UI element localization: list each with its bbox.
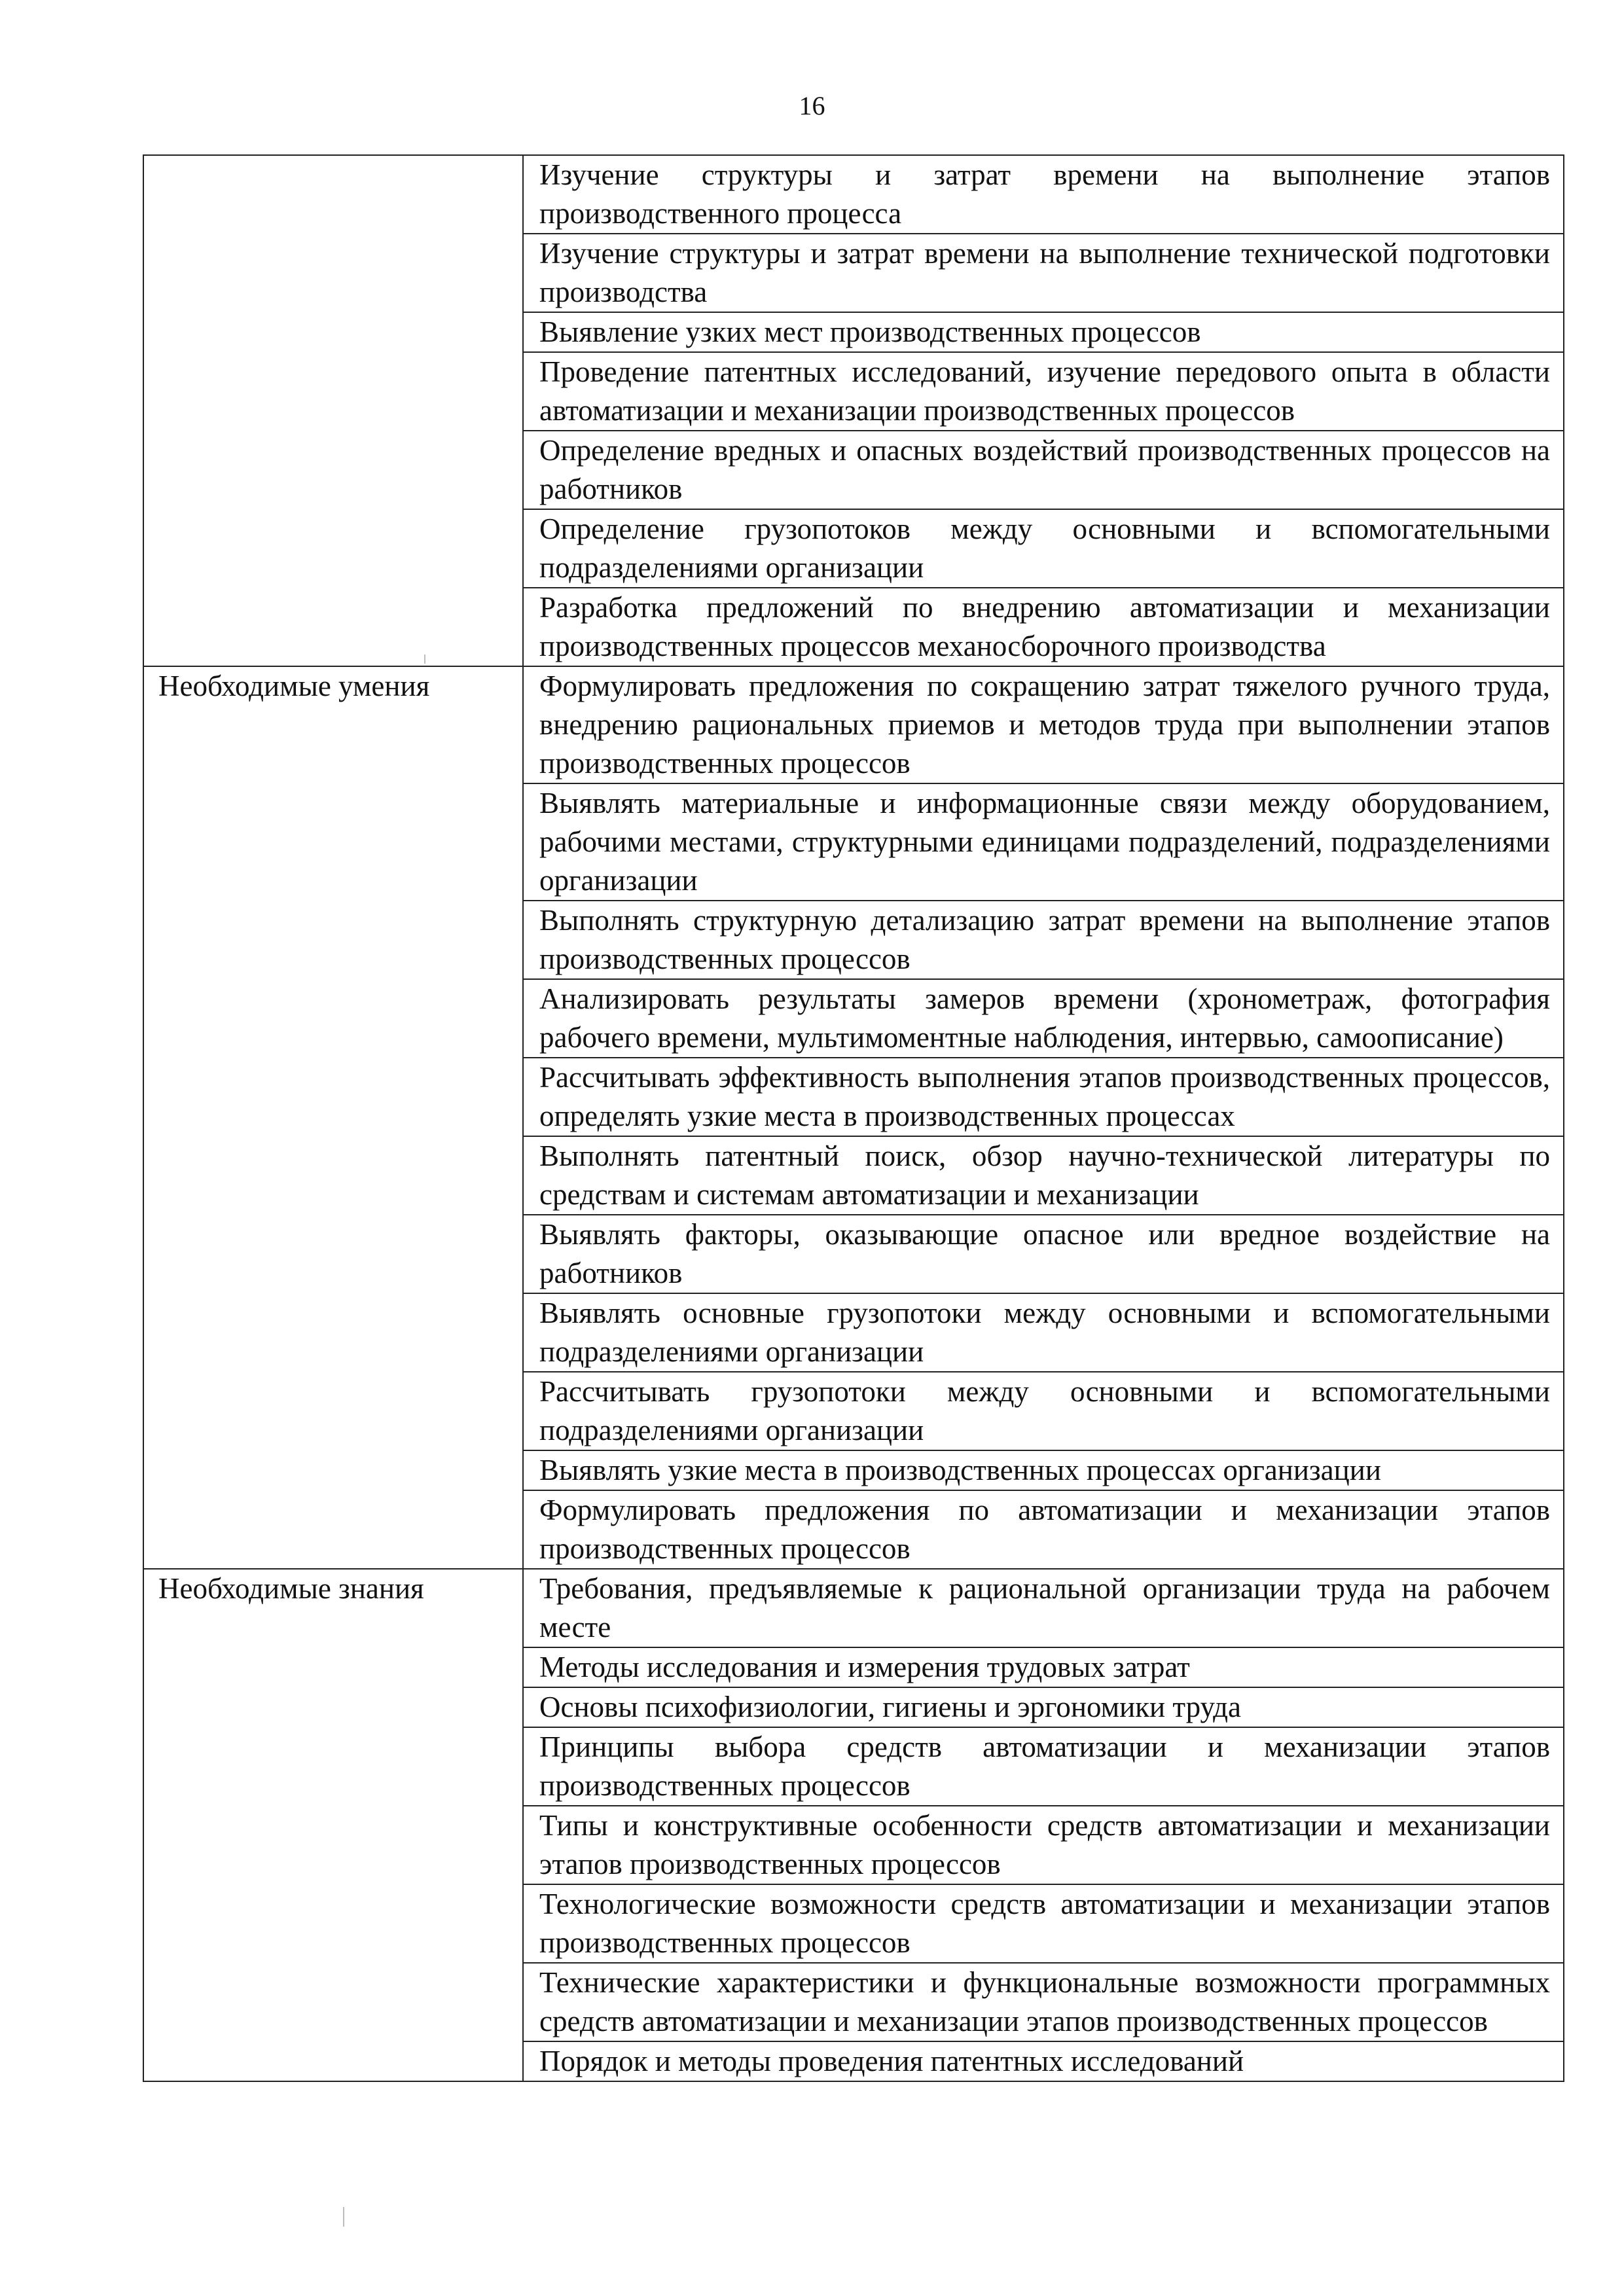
requirement-item: Изучение структуры и затрат времени на выполнение этапов производственного процесса [523,155,1564,234]
section-label [143,155,523,666]
section-label: Необходимые умения [143,666,523,1569]
requirement-item: Определение грузопотоков между основными и вспомогательными подразделениями организации [523,509,1564,588]
requirement-item: Методы исследования и измерения трудовых затрат [523,1647,1564,1687]
requirement-item: Формулировать предложения по сокращению затрат тяжелого ручного труда, внедрению рациональных приемов и методов труда при выполнении этапов производственных процессов [523,666,1564,783]
table-row [143,1569,1564,1647]
requirement-item: Разработка предложений по внедрению автоматизации и механизации производственных процессов механосборочного производства [523,588,1564,666]
requirement-item: Требования, предъявляемые к рациональной организации труда на рабочем месте [523,1569,1564,1647]
requirement-item: Порядок и методы проведения патентных исследований [523,2041,1564,2081]
requirement-item: Технические характеристики и функциональные возможности программных средств автоматизации и механизации этапов производственных процессов [523,1963,1564,2041]
requirement-item: Выявление узких мест производственных процессов [523,312,1564,352]
requirement-item: Выявлять основные грузопотоки между основными и вспомогательными подразделениями организации [523,1293,1564,1372]
requirements-table [143,154,1564,2082]
requirement-item: Рассчитывать эффективность выполнения этапов производственных процессов, определять узкие места в производственных процессах [523,1058,1564,1136]
requirement-item: Выполнять структурную детализацию затрат времени на выполнение этапов производственных процессов [523,901,1564,979]
scan-artifact [343,2207,344,2227]
requirement-item: Выявлять узкие места в производственных процессах организации [523,1450,1564,1490]
requirement-item: Проведение патентных исследований, изучение передового опыта в области автоматизации и механизации производственных процессов [523,352,1564,431]
requirement-item: Рассчитывать грузопотоки между основными и вспомогательными подразделениями организации [523,1372,1564,1450]
requirement-item: Выполнять патентный поиск, обзор научно-технической литературы по средствам и системам автоматизации и механизации [523,1136,1564,1215]
requirement-item: Технологические возможности средств автоматизации и механизации этапов производственных процессов [523,1884,1564,1963]
table-row [143,666,1564,783]
page-number: 16 [799,91,825,120]
requirement-item: Формулировать предложения по автоматизации и механизации этапов производственных процессов [523,1490,1564,1569]
requirement-item: Выявлять факторы, оказывающие опасное или вредное воздействие на работников [523,1215,1564,1293]
requirement-item: Основы психофизиологии, гигиены и эргономики труда [523,1687,1564,1727]
requirement-item: Выявлять материальные и информационные связи между оборудованием, рабочими местами, структурными единицами подразделений, подразделениями организации [523,783,1564,901]
scan-artifact [424,655,425,664]
requirement-item: Изучение структуры и затрат времени на выполнение технической подготовки производства [523,234,1564,312]
table-row [143,155,1564,234]
section-label: Необходимые знания [143,1569,523,2081]
requirement-item: Принципы выбора средств автоматизации и механизации этапов производственных процессов [523,1727,1564,1806]
requirement-item: Типы и конструктивные особенности средств автоматизации и механизации этапов производственных процессов [523,1806,1564,1884]
requirement-item: Анализировать результаты замеров времени (хронометраж, фотография рабочего времени, мультимоментные наблюдения, интервью, самоописание) [523,979,1564,1058]
requirement-item: Определение вредных и опасных воздействий производственных процессов на работников [523,431,1564,509]
